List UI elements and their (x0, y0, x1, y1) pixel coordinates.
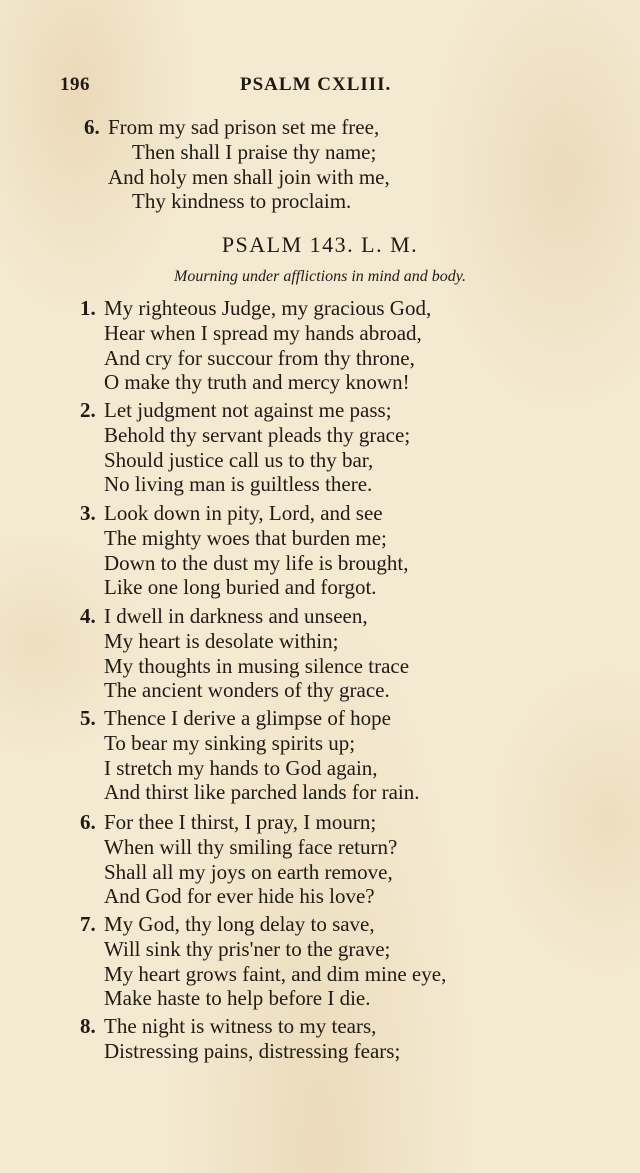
verse-number: 5. (80, 706, 96, 730)
verse-line: Shall all my joys on earth remove, (104, 859, 393, 884)
verse-line: The ancient wonders of thy grace. (104, 678, 390, 703)
verse-line: Behold thy servant pleads thy grace; (104, 422, 411, 447)
verse-line: And thirst like parched lands for rain. (104, 780, 420, 805)
verse-line: Then shall I praise thy name; (132, 139, 377, 164)
verse-line: No living man is guiltless there. (104, 472, 373, 497)
verse-line: 7. My God, thy long delay to save, (80, 912, 375, 936)
verse-line: 8. The night is witness to my tears, (80, 1014, 377, 1038)
stanza-4 (80, 604, 409, 703)
stanza-1 (80, 296, 431, 395)
verse-line: 6. For thee I thirst, I pray, I mourn; (80, 810, 377, 834)
running-head (60, 74, 560, 100)
verse-line: My heart grows faint, and dim mine eye, (104, 961, 447, 986)
verse-line: Like one long buried and forgot. (104, 575, 377, 600)
verse-line: My thoughts in musing silence trace (104, 653, 410, 678)
stanza-2 (80, 398, 410, 497)
verse-line: And holy men shall join with me, (108, 164, 390, 189)
psalm-title: PSALM 143. L. M. (221, 232, 419, 257)
stanza-5 (80, 706, 420, 805)
verse-line: Make haste to help before I die. (104, 986, 371, 1011)
verse-number: 3. (80, 501, 96, 525)
verse-line: Should justice call us to thy bar, (104, 447, 374, 472)
stanza-8 (80, 1014, 400, 1064)
verse-line: Thy kindness to proclaim. (132, 189, 352, 214)
verse-line: 3. Look down in pity, Lord, and see (80, 501, 383, 525)
verse-line: 5. Thence I derive a glimpse of hope (80, 706, 391, 730)
verse-line: When will thy smiling face return? (104, 834, 398, 859)
stanza-3 (80, 501, 408, 600)
verse-number: 4. (80, 604, 96, 628)
verse-line: And God for ever hide his love? (104, 884, 375, 909)
prev-stanza-6 (84, 115, 390, 214)
stanza-6 (80, 810, 397, 909)
verse-line: 6. From my sad prison set me free, (84, 115, 380, 139)
verse-number: 7. (80, 912, 96, 936)
verse-line: 4. I dwell in darkness and unseen, (80, 604, 368, 628)
verse-line: Hear when I spread my hands abroad, (104, 320, 422, 345)
stanza-7 (80, 912, 446, 1011)
verse-line: O make thy truth and mercy known! (104, 370, 410, 395)
verse-line: And cry for succour from thy throne, (104, 345, 415, 370)
running-title: PSALM CXLIII. (240, 74, 392, 95)
page-number: 196 (60, 74, 90, 95)
verse-number: 6. (84, 115, 100, 139)
verse-line: Distressing pains, distressing fears; (104, 1038, 401, 1063)
verse-line: Will sink thy pris'ner to the grave; (104, 936, 391, 961)
verse-number: 6. (80, 810, 96, 834)
verse-number: 8. (80, 1014, 96, 1038)
verse-line: I stretch my hands to God again, (104, 755, 378, 780)
verse-line: Down to the dust my life is brought, (104, 550, 409, 575)
verse-number: 2. (80, 398, 96, 422)
verse-line: 2. Let judgment not against me pass; (80, 398, 392, 422)
verse-line: To bear my sinking spirits up; (104, 730, 356, 755)
verse-line: The mighty woes that burden me; (104, 525, 387, 550)
verse-number: 1. (80, 296, 96, 320)
verse-line: 1. My righteous Judge, my gracious God, (80, 296, 432, 320)
psalm-subtitle: Mourning under afflictions in mind and body. (174, 268, 466, 285)
verse-line: My heart is desolate within; (104, 628, 339, 653)
